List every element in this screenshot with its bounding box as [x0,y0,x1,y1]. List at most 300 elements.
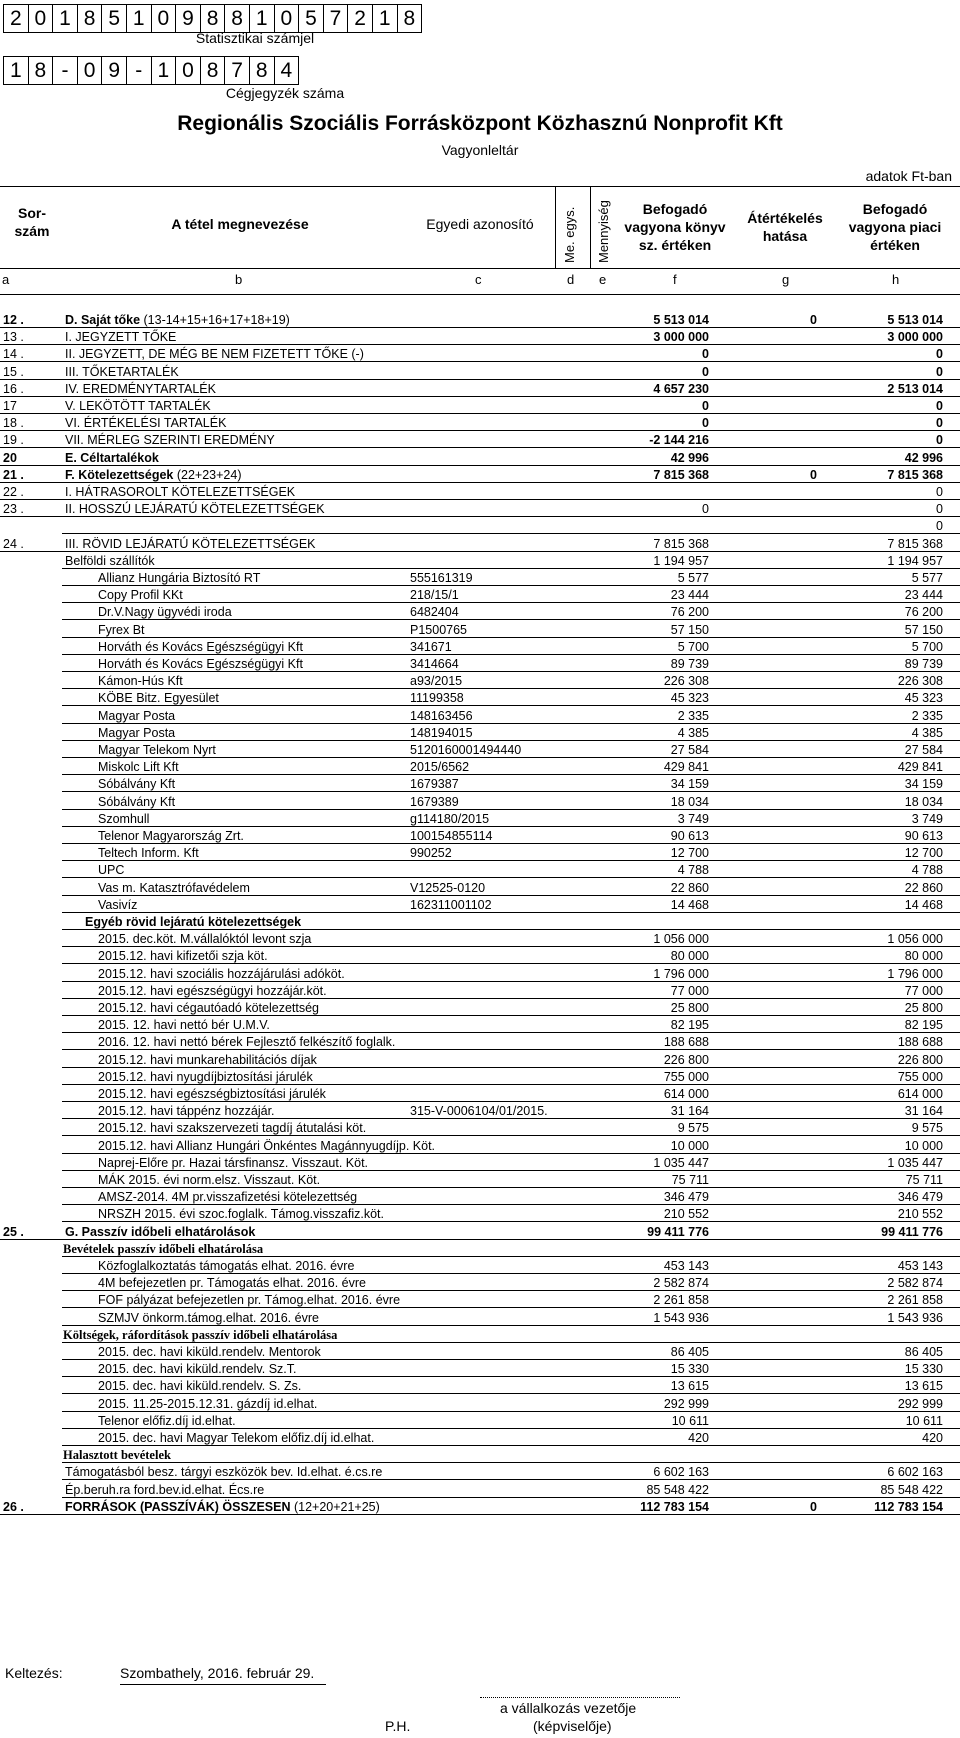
reg-digit: 8 [201,57,226,84]
row-book-value: 18 034 [670,794,709,809]
company-title: Regionális Szociális Forrásközpont Közhasznú Nonprofit Kft [177,112,783,135]
row-sublabel: Fyrex Bt [98,622,145,637]
row-number: 22 . [3,485,24,499]
row-sublabel: Sóbálvány Kft [98,777,176,792]
stat-digit: 9 [176,5,201,32]
col-revaluation: Átértékelés hatása [747,210,823,244]
stat-digit: 2 [348,5,373,32]
table-row [0,398,960,414]
row-identifier: V12525-0120 [410,880,486,895]
row-label-text: II. HOSSZÚ LEJÁRATÚ KÖTELEZETTSÉGEK [65,502,325,517]
unit-note: adatok Ft-ban [865,168,952,184]
table-row [0,725,960,741]
table-row [0,604,960,620]
row-sublabel: Sóbálvány Kft [98,794,176,809]
row-sublabel: 2015.12. havi munkarehabilitációs díjak [98,1052,317,1067]
row-sublabel: 2015.12. havi egészségbiztosítási járulék [98,1087,326,1101]
row-book-value: 0 [702,364,709,379]
col-item-name: A tétel megnevezése [171,216,309,232]
table-row [0,966,960,982]
row-book-value: 453 143 [663,1259,709,1273]
row-market-value: 5 577 [911,571,943,585]
row-identifier: 148163456 [410,708,473,723]
row-book-value: 25 800 [670,1001,709,1015]
col-quantity: Mennyiség [596,200,611,263]
row-market-value: 1 035 447 [887,1155,943,1170]
row-identifier: 1679387 [410,777,459,792]
row-label [65,398,211,414]
row-market-value: 453 143 [897,1259,943,1273]
reg-digit: 0 [78,57,103,84]
row-book-value: 57 150 [670,622,709,637]
table-row [0,690,960,706]
row-sublabel: 2015. dec.köt. M.vállalóktól levont szja [98,932,312,947]
stat-digit: 8 [403,6,416,30]
row-label-text: FORRÁSOK (PASSZÍVÁK) ÖSSZESEN [65,1499,291,1514]
row-book-value: 23 444 [670,588,709,603]
row-market-value: 27 584 [904,743,943,757]
row-sublabel: 2015. dec. havi kiküld.rendelv. Mentorok [98,1345,321,1359]
row-book-value: 4 385 [677,725,709,740]
row-market-value: 420 [922,1431,943,1445]
col-letter-d: d [567,272,575,287]
stat-digit: 1 [53,5,78,32]
row-book-value: 2 335 [677,708,709,723]
table-row [0,742,960,758]
row-book-value: 2 582 874 [653,1276,709,1291]
row-book-value: 0 [702,416,709,431]
table-row [0,1189,960,1205]
row-book-value: 4 657 230 [653,381,709,396]
row-market-value: 13 615 [904,1379,943,1394]
row-market-value: 755 000 [897,1069,943,1084]
row-market-value: 77 000 [904,983,943,998]
row-sublabel: 2015.12. havi Allianz Hungári Önkéntes Magánnyugdíjp. Köt. [98,1138,436,1153]
table-row [0,828,960,844]
row-sublabel: 2015. 12. havi nettó bér U.M.V. [98,1018,270,1033]
stat-digit: 7 [324,5,349,32]
row-identifier: 2015/6562 [410,760,470,775]
reg-digit: 0 [176,57,201,84]
table-row [0,622,960,638]
row-sublabel: 2015.12. havi szociális hozzájárulási adóköt. [98,966,345,981]
row-identifier: a93/2015 [410,674,463,689]
row-market-value: 226 308 [897,674,943,689]
col-letter-f: f [673,272,677,287]
row-market-value: 90 613 [904,829,943,843]
row-market-value: 18 034 [904,794,943,809]
row-sublabel: FOF pályázat befejezetlen pr. Támog.elhat. 2016. évre [98,1293,401,1308]
reg-digit: 8 [250,57,275,84]
row-market-value: 346 479 [897,1190,943,1205]
row-market-value: 3 000 000 [887,330,943,345]
row-label [65,1499,380,1515]
row-market-value: 614 000 [897,1087,943,1101]
table-row [0,1378,960,1394]
table-row [0,1258,960,1274]
row-book-value: 14 468 [670,897,709,912]
table-row [0,880,960,896]
stat-digit: 2 [4,5,29,32]
row-label-text: E. Céltartalékok [65,450,159,465]
table-row [0,1275,960,1291]
row-sublabel: 2015.12. havi cégautóadó kötelezettség [98,1001,320,1015]
row-sublabel: Kámon-Hús Kft [98,674,183,689]
row-market-value: 23 444 [904,588,943,603]
col-unit: Me. egys. [562,206,577,263]
row-market-value: 0 [936,364,943,379]
table-row [0,1499,960,1515]
row-number: 24 . [3,536,24,551]
row-label-text: II. JEGYZETT, DE MÉG BE NEM FIZETETT TŐKE (-) [65,347,364,362]
row-book-value: 420 [688,1431,709,1445]
row-market-value: 112 783 154 [874,1499,943,1514]
row-number: 12 . [3,313,24,327]
row-book-value: 1 543 936 [653,1310,709,1325]
registration-number-boxes [3,56,299,85]
col-letter-g: g [782,272,790,287]
table-row [0,1241,960,1257]
row-sublabel: Telenor Magyarország Zrt. [98,829,244,843]
row-label [65,450,159,466]
row-identifier: 162311001102 [410,897,492,912]
row-book-value: 12 700 [670,846,709,861]
row-market-value: 80 000 [904,949,943,964]
stat-digit: 8 [201,5,226,32]
row-label-text: D. Saját tőke [65,313,141,327]
statistical-number-boxes [3,4,422,33]
col-letter-b: b [235,272,243,287]
row-market-value: 15 330 [904,1362,943,1377]
row-market-value: 25 800 [904,1001,943,1015]
table-row [0,948,960,964]
table-row [0,1482,960,1498]
row-market-value: 86 405 [904,1345,943,1359]
row-label [65,415,226,431]
row-number: 23 . [3,502,24,517]
row-identifier: 990252 [410,846,452,861]
row-market-value: 2 513 014 [887,381,943,396]
row-identifier: 341671 [410,639,452,654]
row-book-value: 1 035 447 [653,1155,709,1170]
reg-digit: 1 [152,57,177,84]
row-market-value: 9 575 [911,1121,943,1136]
table-row [0,553,960,569]
col-letter-c: c [475,272,482,287]
table-row [0,501,960,517]
row-book-value: 4 788 [677,863,709,878]
row-label-text: Támogatásból besz. tárgyi eszközök bev. Id.elhat. é.cs.re [65,1465,383,1480]
row-market-value: 0 [936,399,943,413]
table-row [0,1052,960,1068]
row-market-value: 14 468 [904,897,943,912]
row-label-text: VI. ÉRTÉKELÉSI TARTALÉK [65,416,227,431]
row-market-value: 85 548 422 [880,1482,943,1497]
row-identifier: 1679389 [410,794,459,809]
row-book-value: 429 841 [663,760,709,775]
stat-digit: 1 [373,5,398,32]
row-sublabel: SZMJV önkorm.támog.elhat. 2016. évre [98,1310,319,1325]
row-label [65,329,176,345]
row-number: 25 . [3,1224,24,1239]
row-sublabel: Telenor előfiz.díj id.elhat. [98,1413,236,1428]
row-sublabel: Magyar Posta [98,708,176,723]
row-sublabel: Szomhull [98,811,150,826]
row-market-value: 10 611 [905,1413,943,1428]
row-market-value: 4 788 [911,863,943,878]
row-label [65,432,275,448]
row-market-value: 0 [936,347,943,362]
stat-digit: 5 [299,5,324,32]
table-row [0,587,960,603]
row-market-value: 3 749 [911,811,943,826]
row-sublabel: Teltech Inform. Kft [98,846,199,861]
row-market-value: 76 200 [904,605,943,620]
table-row [0,1069,960,1085]
row-market-value: 429 841 [897,760,943,775]
row-market-value: 0 [936,433,943,448]
row-label [65,1224,255,1240]
row-sublabel: NRSZH 2015. évi szoc.foglalk. Támog.visszafiz.köt. [98,1207,384,1222]
row-label [65,536,316,552]
row-market-value: 5 700 [911,639,943,654]
table-row [0,570,960,586]
row-market-value: 42 996 [904,450,943,465]
row-sublabel: AMSZ-2014. 4M pr.visszafizetési kötelezettség [98,1190,358,1205]
row-book-value: 112 783 154 [640,1499,709,1514]
table-row [0,1155,960,1171]
row-book-value: 1 796 000 [653,966,709,981]
row-market-value: 2 335 [911,708,943,723]
row-book-value: 86 405 [670,1345,709,1359]
row-market-value: 1 543 936 [887,1310,943,1325]
row-market-value: 0 [936,519,943,534]
table-row [0,1172,960,1188]
row-book-value: 2 261 858 [653,1293,709,1308]
row-book-value: 614 000 [663,1087,709,1101]
table-row [0,1000,960,1016]
reg-digit: 7 [225,57,250,84]
col-letter-h: h [892,272,900,287]
table-row [0,708,960,724]
row-book-value: 5 577 [677,571,709,585]
table-row [0,312,960,328]
row-book-value: 9 575 [677,1121,709,1136]
row-market-value: 1 194 957 [887,553,943,568]
table-row [0,381,960,397]
row-identifier: g114180/2015 [410,811,490,826]
row-book-value: 5 700 [677,639,709,654]
table-row [0,759,960,775]
row-market-value: 226 800 [897,1052,943,1067]
row-book-value: 34 159 [670,777,709,792]
row-book-value: 292 999 [663,1396,709,1411]
stat-digit: 8 [78,5,103,32]
table-row [0,1206,960,1222]
stat-digit: 1 [127,5,152,32]
row-book-value: 188 688 [663,1035,709,1050]
row-label [65,346,364,362]
table-row [0,467,960,483]
table-row [0,1103,960,1119]
row-book-value: 90 613 [670,829,709,843]
table-row [0,432,960,448]
row-book-value: 89 739 [670,657,709,671]
table-row [0,329,960,345]
row-label [65,312,290,328]
row-sublabel: Magyar Telekom Nyrt [98,743,216,757]
stat-digit: 0 [29,5,54,32]
statistical-number-caption: Statisztikai számjel [195,30,315,46]
table-row [0,845,960,861]
row-market-value: 210 552 [897,1207,943,1222]
row-label [65,1464,382,1480]
signer-subtitle: (képviselője) [533,1718,612,1734]
row-book-value: 10 611 [671,1413,709,1428]
table-row [0,656,960,672]
row-label-formula: (13-14+15+16+17+18+19) [140,313,290,327]
table-row [0,1430,960,1446]
table-row [0,1292,960,1308]
row-label-formula: (12+20+21+25) [290,1499,380,1514]
table-row [0,1017,960,1033]
reg-digit: 1 [4,57,29,84]
row-revaluation: 0 [810,467,817,482]
row-market-value: 1 796 000 [887,966,943,981]
table-row [0,811,960,827]
reg-digit: - [53,57,78,84]
row-label [65,1482,264,1498]
row-sublabel: 2015. dec. havi kiküld.rendelv. S. Zs. [98,1379,302,1394]
table-row [0,673,960,689]
row-label-text: VII. MÉRLEG SZERINTI EREDMÉNY [65,433,275,448]
row-book-value: 42 996 [670,450,709,465]
reg-digit: 4 [280,58,293,82]
table-row [0,1413,960,1429]
row-identifier: 218/15/1 [410,588,459,603]
row-label-formula: (22+23+24) [173,467,242,482]
table-row [0,1327,960,1343]
row-sublabel: Naprej-Előre pr. Hazai társfinansz. Visszaut. Köt. [98,1155,369,1170]
row-number: 14 . [3,347,24,362]
row-label-text: I. JEGYZETT TŐKE [65,330,177,345]
reg-digit: - [127,57,152,84]
row-label-text: Ép.beruh.ra ford.bev.id.elhat. Écs.re [65,1482,265,1497]
row-book-value: 7 815 368 [653,536,709,551]
row-market-value: 0 [936,502,943,517]
table-row [0,1396,960,1412]
row-market-value: 22 860 [904,880,943,895]
row-identifier: 5120160001494440 [410,743,522,757]
stamp-label: P.H. [385,1718,411,1734]
table-row [0,914,960,930]
row-book-value: 346 479 [663,1190,709,1205]
reg-digit: 9 [102,57,127,84]
row-identifier: 6482404 [410,605,459,620]
table-row [0,450,960,466]
row-identifier: 11199358 [410,691,464,706]
row-number: 13 . [3,330,24,345]
row-identifier: 555161319 [410,571,473,585]
table-row [0,794,960,810]
stat-digit: 0 [152,5,177,32]
row-book-value: 75 711 [671,1173,709,1187]
row-sublabel: 2015.12. havi táppénz hozzájár. [98,1104,275,1119]
row-market-value: 82 195 [904,1018,943,1033]
row-sublabel: 2015. 11.25-2015.12.31. gázdíj id.elhat. [98,1396,318,1411]
col-sorszam: Sor- szám [14,205,50,239]
row-book-value: 76 200 [670,605,709,620]
row-label-text: Halasztott bevételek [63,1448,171,1463]
row-book-value: 77 000 [670,983,709,998]
row-number: 21 . [3,467,24,482]
table-row [0,1344,960,1360]
document-subtitle: Vagyonleltár [441,142,519,158]
row-sublabel: 2015. dec. havi Magyar Telekom előfiz.díj id.elhat. [98,1431,375,1445]
col-letter-a: a [2,272,10,287]
row-market-value: 7 815 368 [887,536,943,551]
row-label-text: III. TŐKETARTALÉK [65,364,179,379]
table-row [0,1138,960,1154]
row-sublabel: Magyar Posta [98,725,176,740]
table-row [0,639,960,655]
row-market-value: 0 [936,416,943,431]
row-book-value: 27 584 [670,743,709,757]
signer-title: a vállalkozás vezetője [500,1700,637,1716]
row-number: 18 . [3,416,24,431]
row-label [63,1327,337,1343]
row-sublabel: Dr.V.Nagy ügyvédi iroda [98,605,232,620]
row-market-value: 75 711 [905,1173,943,1187]
row-label-text: Egyéb rövid lejáratú kötelezettségek [85,915,302,929]
stat-digit: 1 [250,5,275,32]
row-sublabel: Vasivíz [98,897,138,912]
row-label [65,501,325,517]
row-book-value: 226 308 [663,674,709,689]
row-market-value: 34 159 [904,777,943,792]
row-market-value: 89 739 [904,657,943,671]
table-row [0,1224,960,1240]
row-book-value: 82 195 [670,1018,709,1033]
row-number: 19 . [3,433,24,448]
row-sublabel: 2015.12. havi kifizetői szja köt. [98,949,268,964]
table-row [0,862,960,878]
row-market-value: 2 261 858 [887,1293,943,1308]
stat-digit: 0 [275,5,300,32]
stat-digit: 8 [225,5,250,32]
row-label-text: IV. EREDMÉNYTARTALÉK [65,381,216,396]
row-book-value: 5 513 014 [653,313,709,327]
row-identifier: P1500765 [410,622,468,637]
row-market-value: 45 323 [904,691,943,706]
row-market-value: 57 150 [904,622,943,637]
row-market-value: 292 999 [897,1396,943,1411]
row-book-value: 3 749 [677,811,709,826]
row-label [65,484,295,500]
table-row [0,518,960,534]
col-identifier: Egyedi azonosító [426,216,534,232]
row-market-value: 12 700 [904,846,943,861]
row-label-text: F. Kötelezettségek [65,467,174,482]
row-market-value: 4 385 [911,725,943,740]
row-book-value: 1 056 000 [653,932,709,947]
row-book-value: 7 815 368 [653,467,709,482]
row-book-value: 31 164 [670,1104,709,1119]
row-sublabel: 2015.12. havi nyugdíjbiztosítási járulék [98,1069,313,1084]
row-book-value: -2 144 216 [649,433,709,448]
row-label-text: III. RÖVID LEJÁRATÚ KÖTELEZETTSÉGEK [65,536,316,551]
row-sublabel: KÖBE Bitz. Egyesület [98,691,219,706]
